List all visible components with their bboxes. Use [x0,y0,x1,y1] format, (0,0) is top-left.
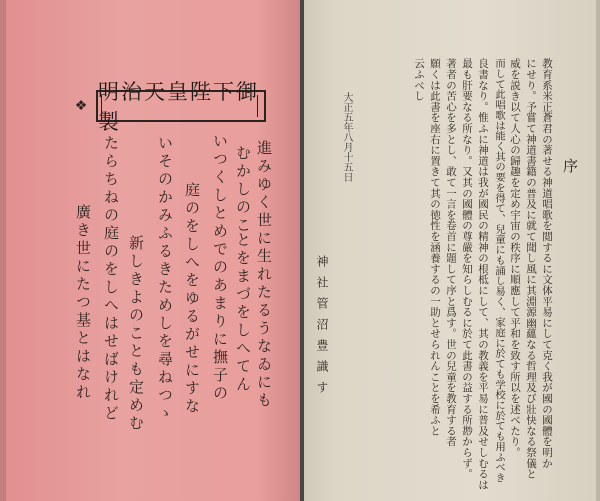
poem-line: いそのかみふるきためしを尋ねつゝ [156,135,174,423]
poem-line: むかしのこ [234,145,252,235]
preface-line: 最も肝要なる所なり。又其の國體の尊嚴を知らしむるに於て此書の益する所尠からず。 [461,58,473,480]
right-page [304,0,600,501]
preface-signature: 神社管沼豊識す [315,255,329,402]
preface-line: 而して此唱歌は能く其の要を得て、兒童にも誦し易く、家庭に於ても学校に於ても用ふべき [493,58,505,483]
poem-line: 廣き世にたつ基とはなれ [74,204,92,402]
page-edge [0,0,6,501]
preface-line: 願くは此書を座右に置きて其の徳性を涵養するの一助とせられんことを希ふと [429,58,441,436]
preface-line: にせり。予嘗て神道書籍の普及に就て聞し風に其淵源幽蘊なる哲理及び壯快なる祭儀と [525,58,537,480]
preface-line: 云ふべし [413,58,425,102]
poem-line: 新しきよのことも定めむ [127,235,145,433]
preface-title: 序 [561,158,579,173]
preface-line: 良書なり。惟ふに神道は我が國民の精神の根柢にして、其の教義を平易に普及せしむるは [477,58,489,490]
poem-title: 明治天皇陛下御製 [96,90,266,122]
poem-line: たらちねの庭のをしへはせばけれど [102,135,120,423]
title-ornament: ❖ [74,98,88,114]
preface-line: 教育系米正蒼君の著せる神道唱歌を閲するに文体平易にして克く我が國の國體を明か [541,58,553,469]
preface-line: 威を説き以て人心の歸趣を定め宇宙の秩序に順應して平和を致す所以を述べたり。 [509,58,521,458]
preface-date: 大正五年八月十五日 [341,92,352,182]
poem-line: いつくしとめでのあまりに撫子の [211,133,229,403]
poem-line: とをまづをしへてん [234,232,252,394]
poem-line: 進みゆく世に生れたるうなゐにも [255,140,273,410]
preface-line: 著者の苦心を多とし、敢て一言を卷首に題して序と爲す。世の兒童を教育する者 [445,58,457,447]
poem-line: 庭のをしへをゆるがせにすな [183,182,201,416]
page-edge [596,0,600,501]
